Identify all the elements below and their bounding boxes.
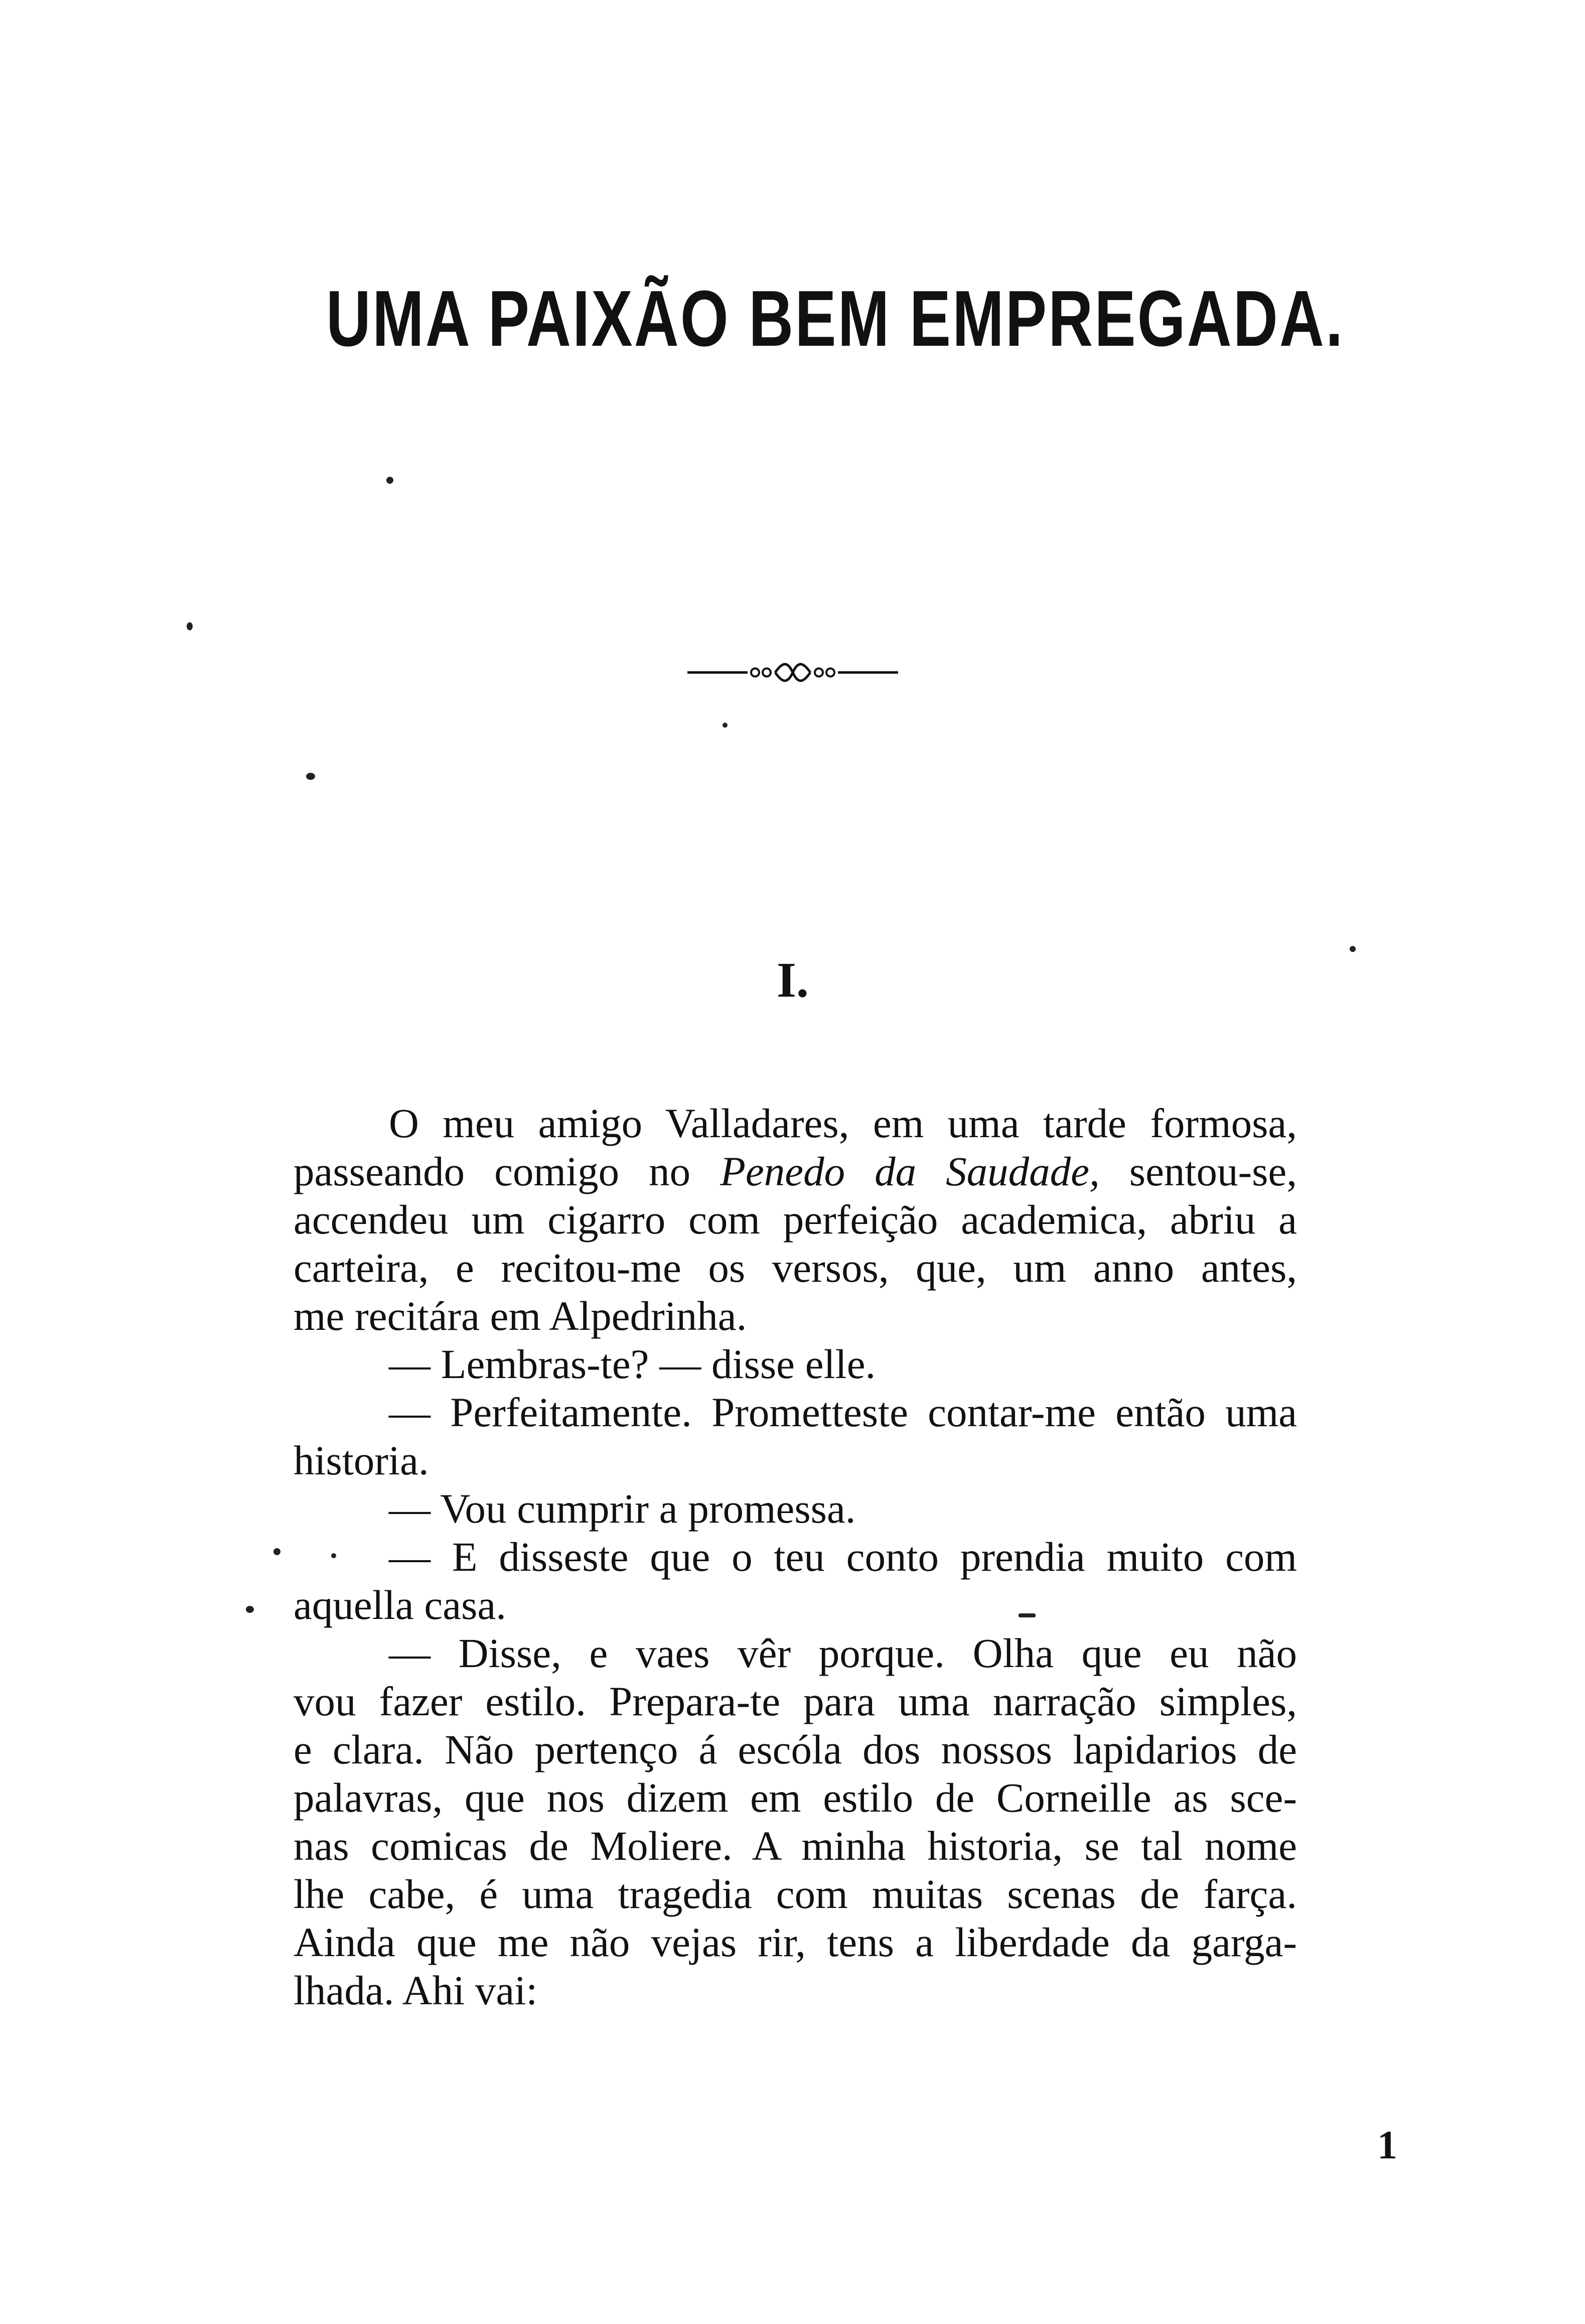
text-line: nas comicas de Moliere. A minha historia, se tal nome — [294, 1823, 1297, 1869]
text-line: vou fazer estilo. Prepara-te para uma narração simples, — [294, 1678, 1297, 1724]
scan-speck — [273, 1548, 280, 1555]
text-line: me recitára em Alpedrinha. — [294, 1293, 747, 1339]
text-line: — E disseste que o teu conto prendia muito com — [389, 1534, 1297, 1580]
scan-speck — [246, 1606, 254, 1613]
scan-speck — [331, 1553, 336, 1558]
scan-speck — [1350, 946, 1356, 952]
text-line: — Lembras-te? — disse elle. — [389, 1341, 876, 1387]
scan-speck — [306, 773, 315, 780]
chapter-number: I. — [777, 952, 809, 1008]
scan-speck — [723, 723, 728, 728]
text-line: lhe cabe, é uma tragedia com muitas scenas de farça. — [294, 1871, 1297, 1917]
text-line: historia. — [294, 1437, 429, 1483]
text-span: sentou-se, — [1099, 1148, 1297, 1194]
text-line: carteira, e recitou-me os versos, que, um anno antes, — [294, 1245, 1297, 1291]
text-line: aquella casa. — [294, 1582, 506, 1628]
text-line: Ainda que me não vejas rir, tens a liberdade da garga- — [294, 1919, 1297, 1965]
text-span: passeando comigo no — [294, 1148, 721, 1194]
text-line: — Perfeitamente. Prometteste contar-me então uma — [389, 1389, 1297, 1435]
page-number: 1 — [1377, 2123, 1397, 2167]
text-line: — Vou cumprir a promessa. — [389, 1485, 856, 1532]
text-line: lhada. Ahi vai: — [294, 1967, 538, 2013]
text-line: e clara. Não pertenço á escóla dos nossos lapidarios de — [294, 1726, 1297, 1772]
scan-speck — [187, 622, 193, 630]
text-line: O meu amigo Valladares, em uma tarde formosa, — [389, 1100, 1297, 1146]
scan-speck — [386, 477, 393, 484]
text-line — [294, 1147, 1297, 1195]
text-line: palavras, que nos dizem em estilo de Corneille as sce- — [294, 1774, 1297, 1821]
text-line: — Disse, e vaes vêr porque. Olha que eu não — [389, 1630, 1297, 1676]
text-line: accendeu um cigarro com perfeição academica, abriu a — [294, 1196, 1297, 1243]
ornament-divider-icon — [687, 657, 898, 688]
place-name-italic: Penedo da Saudade, — [720, 1148, 1100, 1194]
body-text — [294, 1099, 1297, 2014]
scan-speck — [1019, 1613, 1036, 1617]
page-title: UMA PAIXÃO BEM EMPREGADA. — [326, 275, 1345, 363]
